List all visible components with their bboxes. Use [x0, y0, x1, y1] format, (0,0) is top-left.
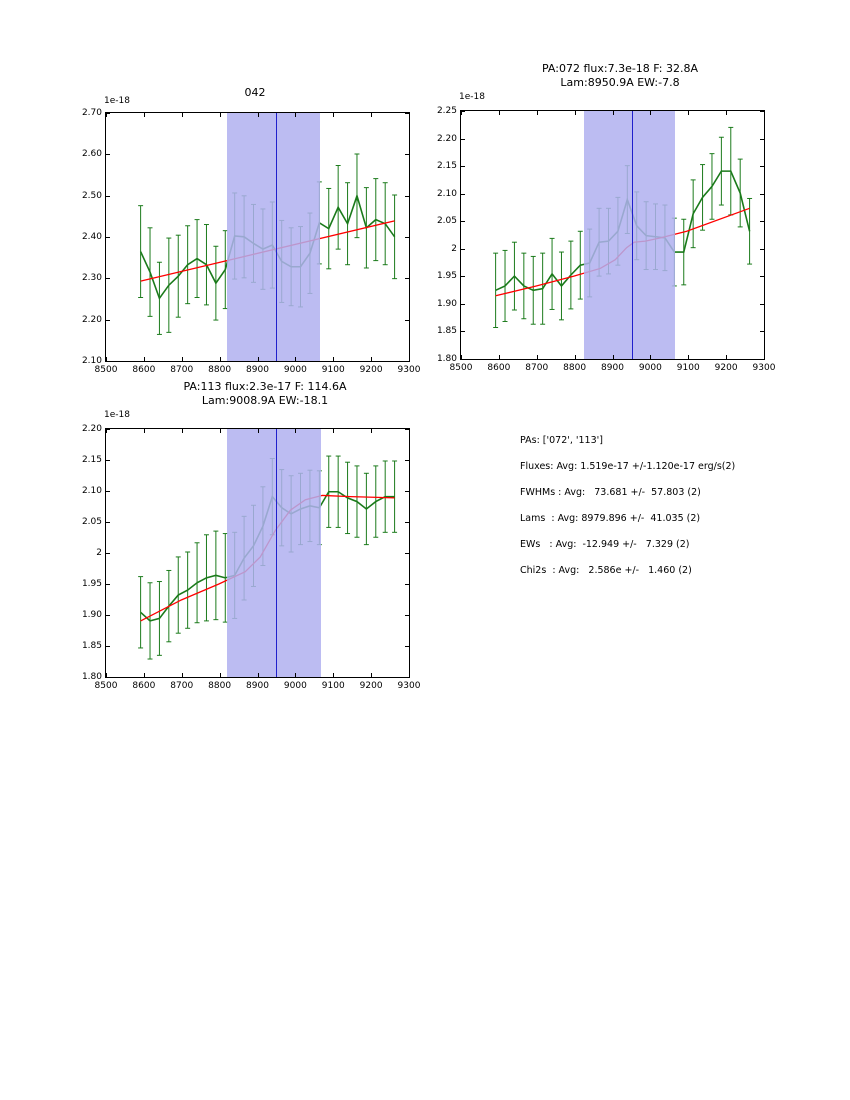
y-axis-tick-label: 2 [96, 548, 102, 558]
x-axis-tick-label: 9200 [714, 363, 738, 373]
y-axis-tick-label: 2.30 [81, 273, 102, 284]
y-axis-tick [106, 491, 110, 492]
x-axis-tick [537, 111, 538, 115]
y-axis-tick [405, 320, 409, 321]
x-axis-tick-label: 9100 [321, 681, 345, 691]
y-axis-tick [760, 249, 764, 250]
y-axis-tick [106, 196, 110, 197]
y-axis-tick [106, 677, 110, 678]
highlight-band [227, 429, 321, 677]
panel-042-axes [81, 108, 421, 375]
x-axis-tick [220, 429, 221, 433]
x-axis-tick [499, 355, 500, 359]
x-axis-tick [371, 113, 372, 117]
y-axis-tick [461, 304, 465, 305]
y-axis-tick [405, 553, 409, 554]
x-axis-tick-label: 9300 [397, 681, 421, 691]
x-axis-tick [144, 429, 145, 433]
y-axis-tick [760, 304, 764, 305]
summary-line-lams: Lams : Avg: 8979.896 +/- 41.035 (2) [520, 513, 701, 524]
x-axis-tick-label: 8900 [601, 363, 624, 373]
x-axis-tick [258, 429, 259, 433]
x-axis-tick [106, 429, 107, 433]
chart-panel-042 [81, 86, 421, 375]
x-axis-tick-label: 9300 [397, 365, 421, 375]
y-axis-tick-label: 2.40 [81, 232, 102, 242]
y-axis-tick-label: 2.15 [81, 455, 102, 465]
panel-pa072-exponent: 1e-18 [459, 92, 485, 102]
summary-line-fwhms: FWHMs : Avg: 73.681 +/- 57.803 (2) [520, 487, 701, 498]
y-axis-tick-label: 2.20 [81, 424, 102, 434]
y-axis-tick-label: 2.20 [81, 314, 102, 325]
x-axis-tick [106, 673, 107, 677]
y-axis-tick [461, 221, 465, 222]
center-wavelength-line [632, 111, 634, 359]
x-axis-tick [764, 355, 765, 359]
x-axis-tick [371, 357, 372, 361]
y-axis-tick [405, 677, 409, 678]
y-axis-tick [106, 278, 110, 279]
x-axis-tick [295, 429, 296, 433]
x-axis-tick [333, 673, 334, 677]
y-axis-tick-label: 1.95 [436, 271, 457, 282]
x-axis-tick [295, 113, 296, 117]
x-axis-tick [182, 429, 183, 433]
x-axis-tick [726, 355, 727, 359]
highlight-band [584, 111, 675, 359]
x-axis-tick-label: 8500 [94, 681, 118, 691]
y-axis-tick [405, 196, 409, 197]
x-axis-tick-label: 8600 [487, 363, 511, 373]
x-axis-tick [499, 111, 500, 115]
x-axis-tick-label: 9100 [676, 363, 700, 373]
x-axis-tick-label: 9200 [359, 681, 383, 691]
x-axis-tick [409, 357, 410, 361]
panel-042-exponent: 1e-18 [104, 96, 130, 106]
x-axis-tick [650, 355, 651, 359]
y-axis-tick-label: 1.80 [81, 672, 102, 682]
y-axis-tick [461, 331, 465, 332]
x-axis-tick [106, 113, 107, 117]
x-axis-tick [726, 111, 727, 115]
panel-pa113-exponent: 1e-18 [104, 410, 130, 420]
panel-pa113-title: PA:113 flux:2.3e-17 F: 114.6A Lam:9008.9A EW:-18.1 [183, 380, 347, 407]
x-axis-tick [333, 429, 334, 433]
y-axis-tick-label: 1.85 [81, 641, 102, 651]
x-axis-tick [144, 357, 145, 361]
y-axis-tick [405, 278, 409, 279]
y-axis-tick [405, 584, 409, 585]
x-axis-tick [258, 357, 259, 361]
x-axis-tick [182, 113, 183, 117]
x-axis-tick-label: 9000 [638, 363, 662, 373]
x-axis-tick [688, 355, 689, 359]
panel-pa072-title: PA:072 flux:7.3e-18 F: 32.8A Lam:8950.9A EW:-7.8 [542, 62, 698, 89]
x-axis-tick-label: 8900 [246, 365, 269, 375]
x-axis-tick-label: 8700 [170, 365, 194, 375]
y-axis-tick-label: 1.95 [81, 579, 102, 589]
panel-pa113-axes [81, 424, 421, 691]
x-axis-tick [144, 673, 145, 677]
y-axis-tick [405, 154, 409, 155]
x-axis-tick [650, 111, 651, 115]
y-axis-tick-label: 1.85 [436, 326, 457, 337]
x-axis-tick [537, 355, 538, 359]
y-axis-tick-label: 2.25 [436, 106, 457, 116]
x-axis-tick [409, 673, 410, 677]
summary-line-fluxes: Fluxes: Avg: 1.519e-17 +/-1.120e-17 erg/s(2) [520, 461, 736, 472]
x-axis-tick-label: 8600 [132, 365, 156, 375]
y-axis-tick [106, 361, 110, 362]
x-axis-tick-label: 8500 [94, 365, 118, 375]
y-axis-tick-label: 2.50 [81, 190, 102, 201]
y-axis-tick [106, 320, 110, 321]
y-axis-tick [405, 491, 409, 492]
summary-line-pas: PAs: ['072', '113'] [520, 435, 603, 446]
y-axis-tick [106, 553, 110, 554]
y-axis-tick-label: 1.80 [436, 354, 457, 364]
y-axis-tick [106, 460, 110, 461]
y-axis-tick [405, 237, 409, 238]
y-axis-tick [405, 646, 409, 647]
x-axis-tick [220, 357, 221, 361]
y-axis-tick [106, 154, 110, 155]
x-axis-tick [220, 113, 221, 117]
y-axis-tick [106, 584, 110, 585]
y-axis-tick-label: 2.05 [81, 517, 102, 527]
y-axis-tick [760, 194, 764, 195]
summary-text-block [520, 428, 840, 584]
x-axis-tick-label: 8900 [246, 681, 269, 691]
y-axis-tick [760, 139, 764, 140]
x-axis-tick [613, 111, 614, 115]
center-wavelength-line [276, 113, 278, 361]
x-axis-tick-label: 8800 [563, 363, 587, 373]
x-axis-tick [764, 111, 765, 115]
x-axis-tick [575, 111, 576, 115]
y-axis-tick-label: 2.10 [81, 356, 102, 366]
panel-pa072-axes [436, 106, 776, 373]
panel-042-title: 042 [244, 86, 266, 99]
x-axis-tick-label: 8500 [449, 363, 473, 373]
center-wavelength-line [276, 429, 278, 677]
y-axis-tick [405, 522, 409, 523]
x-axis-tick [575, 355, 576, 359]
x-axis-tick [220, 673, 221, 677]
y-axis-tick-label: 1.90 [81, 610, 102, 620]
x-axis-tick-label: 8700 [525, 363, 549, 373]
y-axis-tick [461, 359, 465, 360]
x-axis-tick [182, 357, 183, 361]
y-axis-tick [461, 139, 465, 140]
x-axis-tick [613, 355, 614, 359]
chart-panel-pa113 [81, 380, 430, 691]
summary-line-ews: EWs : Avg: -12.949 +/- 7.329 (2) [520, 539, 690, 550]
x-axis-tick [461, 111, 462, 115]
x-axis-tick-label: 8800 [208, 365, 232, 375]
y-axis-tick [461, 166, 465, 167]
x-axis-tick [688, 111, 689, 115]
summary-line-chi2s: Chi2s : Avg: 2.586e +/- 1.460 (2) [520, 565, 692, 576]
y-axis-tick-label: 2.60 [81, 149, 102, 160]
y-axis-tick [106, 522, 110, 523]
x-axis-tick [409, 113, 410, 117]
y-axis-tick [760, 276, 764, 277]
chart-panel-pa072 [436, 62, 785, 373]
x-axis-tick [333, 357, 334, 361]
x-axis-tick [371, 673, 372, 677]
y-axis-tick [405, 615, 409, 616]
x-axis-tick [371, 429, 372, 433]
y-axis-tick-label: 2.15 [436, 161, 457, 172]
x-axis-tick-label: 9100 [321, 365, 345, 375]
x-axis-tick [258, 113, 259, 117]
y-axis-tick-label: 2.20 [436, 133, 457, 144]
x-axis-tick-label: 8600 [132, 681, 156, 691]
y-axis-tick-label: 2.70 [81, 108, 102, 118]
x-axis-tick [144, 113, 145, 117]
x-axis-tick-label: 9200 [359, 365, 383, 375]
y-axis-tick-label: 2.05 [436, 216, 457, 227]
y-axis-tick [106, 615, 110, 616]
y-axis-tick-label: 2 [451, 243, 457, 254]
x-axis-tick [409, 429, 410, 433]
y-axis-tick [461, 249, 465, 250]
x-axis-tick [106, 357, 107, 361]
y-axis-tick [760, 221, 764, 222]
y-axis-tick [405, 460, 409, 461]
y-axis-tick [106, 646, 110, 647]
y-axis-tick [760, 359, 764, 360]
x-axis-tick-label: 9000 [283, 365, 307, 375]
x-axis-tick [333, 113, 334, 117]
y-axis-tick-label: 2.10 [81, 486, 102, 496]
y-axis-tick [106, 237, 110, 238]
y-axis-tick [760, 331, 764, 332]
y-axis-tick [760, 166, 764, 167]
x-axis-tick-label: 9300 [752, 363, 776, 373]
y-axis-tick [461, 194, 465, 195]
x-axis-tick-label: 9000 [283, 681, 307, 691]
x-axis-tick-label: 8800 [208, 681, 232, 691]
y-axis-tick [405, 361, 409, 362]
y-axis-tick-label: 2.10 [436, 188, 457, 199]
x-axis-tick [182, 673, 183, 677]
x-axis-tick [461, 355, 462, 359]
x-axis-tick [295, 673, 296, 677]
x-axis-tick [295, 357, 296, 361]
y-axis-tick [461, 276, 465, 277]
x-axis-tick [258, 673, 259, 677]
highlight-band [227, 113, 320, 361]
x-axis-tick-label: 8700 [170, 681, 194, 691]
y-axis-tick-label: 1.90 [436, 298, 457, 309]
